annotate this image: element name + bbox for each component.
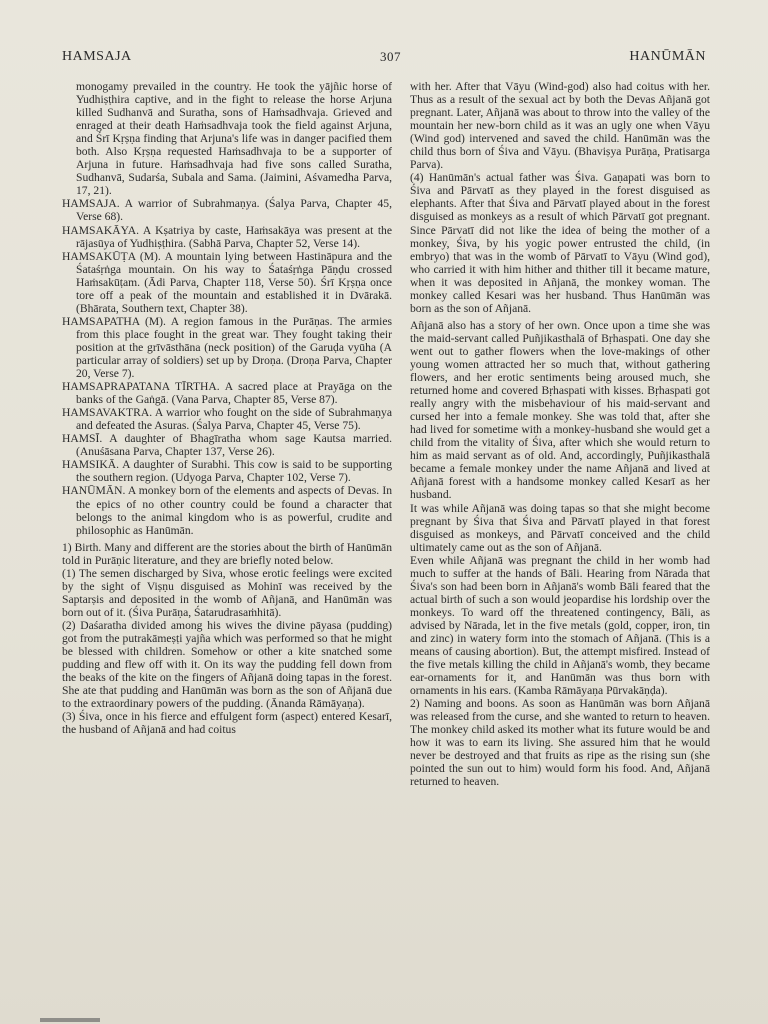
paragraph-birth-4: (4) Hanūmān's actual father was Śiva. Gaṇapati was born to Śiva and Pārvatī as they played in the forest disguised as elephants. After that Śiva and Pārvatī played about in the forest disguised as monkeys as a result of which Pārvatī got pregnant. Since Pārvatī did not like the idea of being the mother of a monkey, Śiva, by his yogic power entrusted the child, (in embryo) that was in the womb of Pārvatī to Vāyu (Wind god), who carried it with him hither and thither till it became mature, when it was deposited in Añjanā, the monkey woman. The monkey called Kesari was her husband. Thus Hanūmān was born as the son of Añjanā. <box>410 171 710 315</box>
entry-hamsavaktra: HAMSAVAKTRA. A warrior who fought on the side of Subrahmaṇya and defeated the Asuras. (Śalya Parva, Chapter 45, Verse 75). <box>62 406 392 433</box>
right-column <box>410 80 710 789</box>
paragraph-birth-2: (2) Daśaratha divided among his wives the divine pāyasa (pudding) got from the putrakāmeṣṭi yajña which was performed so that he might be blessed with children. Somehow or other a kite snatched some pudding and flew off with it. On its way the pudding fell down from the beaks of the kite on the fingers of Añjanā doing tapas in the forest. She ate that pudding and Hanūmān was born as the son of Añjanā due to the extraordinary powers of the pudding. (Ānanda Rāmāyaṇa). <box>62 618 392 711</box>
paragraph-anjana-story: Añjanā also has a story of her own. Once upon a time she was the maid-servant called Puñjikasthalā of Bṛhaspati. One day she went out to gather flowers when the love-makings of other young women attracted her so much that, without gathering flowers, and her erotic sentiments being aroused much, she returned home and covered Bṛhaspati with kisses. Bṛhaspati got really angry with the misbehaviour of his maid-servant and cursed her into a female monkey. She was told that, after she had lived for sometime with a monkey-husband she would get a child from the vitality of Śiva, after which she would return to him as maid servant as of old. And, accordingly, Puñjikasthalā became a female monkey under the name Añjanā and lived at Añjanā forest with a handsome monkey called Kesarī as her husband. <box>410 318 710 502</box>
entry-hamsika: HAMSIKĀ. A daughter of Surabhi. This cow is said to be supporting the southern region. (Udyoga Parva, Chapter 102, Verse 7). <box>62 458 392 485</box>
header-left-headword: HAMSAJA <box>62 49 132 64</box>
entry-hanuman: HANŪMĀN. A monkey born of the elements and aspects of Devas. In the epics of no other country could be found a character that belongs to the animal kingdom who is as powerful, crudite and philosophic as Hanūmān. <box>62 484 392 537</box>
paragraph-bali: Even while Añjanā was pregnant the child in her womb had much to suffer at the hands of Bāli. Hearing from Nārada that Śiva's son had been born in Añjanā's womb Bāli feared that the actual birth of such a son would jeopardise his lordship over the monkeys. To ward off the threatened contingency, Bāli, as advised by Nārada, let in the five metals (gold, copper, iron, tin and zinc) in watery form into the stomach of Añjanā. (This is a means of causing abortion). But, the attempt misfired. Instead of the five metals killing the child in Añjanā's womb, they became ear-ornaments for it, and Hanūmān was thus born with ornaments in his ears. (Kamba Rāmāyaṇa Pūrvakāṇḍa). <box>410 553 710 698</box>
page-number: 307 <box>380 49 401 64</box>
entry-hamsakuta: HAMSAKŪṬA (M). A mountain lying between Hastināpura and the Śataśṛṅga mountain. On his way to Śataśṛṅga Pāṇḍu crossed Haṁsakūṭam. (Ādi Parva, Chapter 118, Verse 50). Śrī Kṛṣṇa once tore off a peak of the mountain and established it in Dvārakā. (Bhārata, Southern text, Chapter 38). <box>62 249 392 315</box>
paragraph-tapas: It was while Añjanā was doing tapas so that she might become pregnant by Śiva that Śiva and Pārvatī played in that forest disguised as monkeys, and Pārvatī conceived and the child ultimately came out as the son of Añjanā. <box>410 501 710 554</box>
paragraph-continued: with her. After that Vāyu (Wind-god) also had coitus with her. Thus as a result of the sexual act by both the Devas Añjanā got pregnant. Later, Añjanā was about to throw into the valley of the mountain her new-born child as it was an ugly one when Vāyu (Wind god) intervened and saved the child. Hanūmān was the child thus born of Śiva and Vāyu. (Bhaviṣya Purāṇa, Pratisarga Parva). <box>410 80 710 172</box>
continued-paragraph: monogamy prevailed in the country. He took the yājñic horse of Yudhiṣṭhira captive, and in the fight to release the horse Arjuna killed Sudhanvā and Suratha, sons of Haṁsadhvaja. Grieved and enraged at their death Haṁsadhvaja took the field against Arjuna, and Śrī Kṛṣṇa finding that Arjuna's life was in danger pacified them both. Also Kṛṣṇa requested Haṁsadhvaja to be a supporter of Arjuna in future. Haṁsadhvaja had five sons called Suratha, Sudhanvā, Sudarśa, Subala and Sama. (Jaimini, Aśvamedha Parva, 17, 21). <box>76 80 392 198</box>
header-right-headword: HANŪMĀN <box>629 49 706 64</box>
entry-hamsi: HAMSĪ. A daughter of Bhagīratha whom sage Kautsa married. (Anuśāsana Parva, Chapter 137, Verse 26). <box>62 432 392 459</box>
scan-smudge <box>40 1018 100 1022</box>
entry-hamsapatha: HAMSAPATHA (M). A region famous in the Purāṇas. The armies from this place fought in the great war. They fought taking their position at the grīvāsthāna (neck position) of the Garuḍa vyūha (A particular array of soldiers) set up by Droṇa. (Droṇa Parva, Chapter 20, Verse 7). <box>62 314 392 381</box>
paragraph-naming-boons: 2) Naming and boons. As soon as Hanūmān was born Añjanā was released from the curse, and she wanted to return to heaven. The monkey child asked its mother what its future would be and how it was to earn its living. She assured him that he would never be destroyed and that fruits as ripe as the rising sun (she pointed the sun out to him) would form his food. And, Añjanā returned to heaven. <box>410 697 710 789</box>
left-column <box>62 80 392 736</box>
entry-hamsakaya: HAMSAKĀYA. A Kṣatriya by caste, Haṁsakāya was present at the rājasūya of Yudhiṣṭhira. (Sabhā Parva, Chapter 52, Verse 14). <box>62 223 392 250</box>
entry-hamsaprapatana: HAMSAPRAPATANA TĪRTHA. A sacred place at Prayāga on the banks of the Gaṅgā. (Vana Parva, Chapter 85, Verse 87). <box>62 380 392 407</box>
entry-hamsaja: HAMSAJA. A warrior of Subrahmaṇya. (Śalya Parva, Chapter 45, Verse 68). <box>62 197 392 224</box>
paragraph-birth: 1) Birth. Many and different are the stories about the birth of Hanūmān told in Purāṇic literature, and they are briefly noted below. <box>62 540 392 567</box>
page-header <box>62 49 706 69</box>
paragraph-birth-1: (1) The semen discharged by Siva, whose erotic feelings were excited by the sight of Viṣṇu disguised as Mohinī was received by the Saptarṣis and deposited in the womb of Añjanā, and Hanūmān was born out of it. (Śiva Purāṇa, Śatarudrasaṁhitā). <box>62 566 392 619</box>
paragraph-birth-3: (3) Śiva, once in his fierce and effulgent form (aspect) entered Kesarī, the husband of Añjanā and had coitus <box>62 710 392 737</box>
